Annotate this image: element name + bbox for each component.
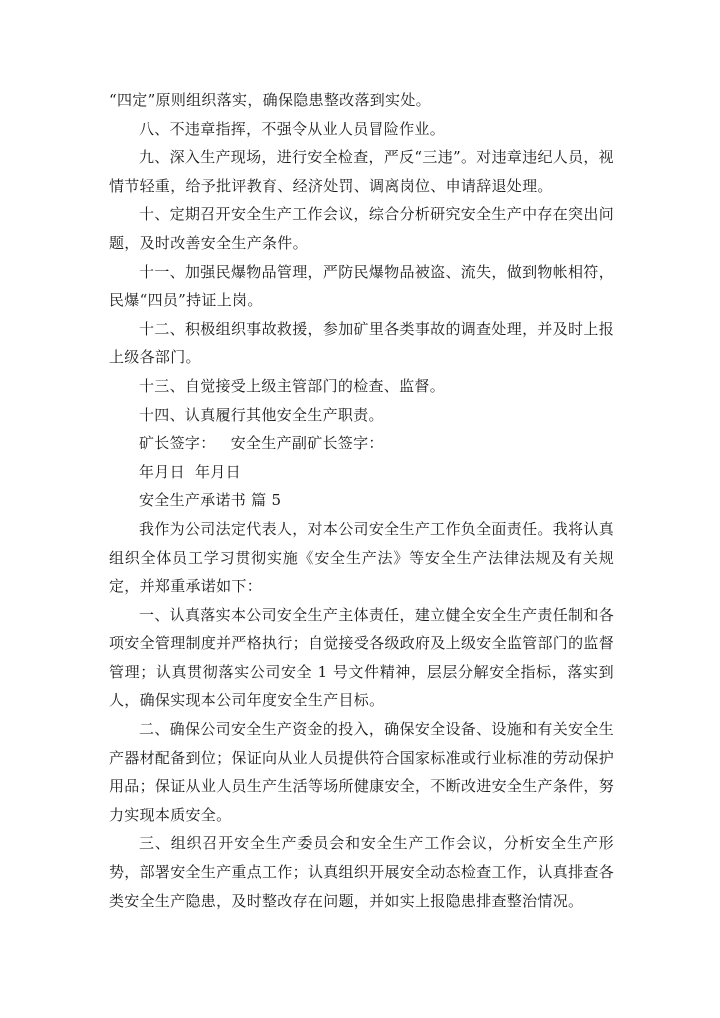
commitment-item-2: 二、确保公司安全生产资金的投入，确保安全设备、设施和有关安全生产器材配备到位；保证向从业人员提供符合国家标准或行业标准的劳动保护用品；保证从业人员生产生活等场所健康安全，不断改进安全生产条件，努力实现本质安全。 bbox=[109, 720, 614, 824]
document-body bbox=[109, 86, 614, 915]
paragraph-item-13: 十三、自觉接受上级主管部门的检查、监督。 bbox=[139, 376, 446, 395]
paragraph-item-9: 九、深入生产现场，进行安全检查，严反“三违”。对违章违纪人员，视情节轻重，给予批评教育、经济处罚、调离岗位、申请辞退处理。 bbox=[109, 148, 614, 195]
paragraph-item-11: 十一、加强民爆物品管理，严防民爆物品被盗、流失，做到物帐相符，民爆“四员”持证上岗。 bbox=[109, 262, 614, 310]
date-line: 年月日 年月日 bbox=[139, 462, 241, 481]
signature-line: 矿长签字： 安全生产副矿长签字： bbox=[139, 434, 384, 453]
paragraph-item-12: 十二、积极组织事故救援，参加矿里各类事故的调查处理，并及时上报上级各部门。 bbox=[109, 319, 614, 367]
commitment-intro: 我作为公司法定代表人，对本公司安全生产工作负全面责任。我将认真组织全体员工学习贯彻实施《安全生产法》等安全生产法律法规及有关规定，并郑重承诺如下： bbox=[109, 519, 614, 596]
paragraph-item-8: 八、不违章指挥，不强令从业人员冒险作业。 bbox=[139, 119, 446, 138]
paragraph-item-10: 十、定期召开安全生产工作会议，综合分析研究安全生产中存在突出问题，及时改善安全生产条件。 bbox=[109, 205, 614, 252]
section-title: 安全生产承诺书 篇 5 bbox=[139, 491, 282, 510]
paragraph-continuation: “四定”原则组织落实，确保隐患整改落到实处。 bbox=[109, 91, 431, 109]
commitment-item-3: 三、组织召开安全生产委员会和安全生产工作会议，分析安全生产形势，部署安全生产重点工作；认真组织开展安全动态检查工作，认真排查各类安全生产隐患，及时整改存在问题，并如实上报隐患排查整治情况。 bbox=[109, 834, 614, 910]
commitment-item-1: 一、认真落实本公司安全生产主体责任，建立健全安全生产责任制和各项安全管理制度并严格执行；自觉接受各级政府及上级安全监管部门的监督管理；认真贯彻落实公司安全 1 号文件精神，层层分解安全指标，落实到人，确保实现本公司年度安全生产目标。 bbox=[109, 605, 614, 710]
paragraph-item-14: 十四、认真履行其他安全生产职责。 bbox=[139, 405, 384, 424]
